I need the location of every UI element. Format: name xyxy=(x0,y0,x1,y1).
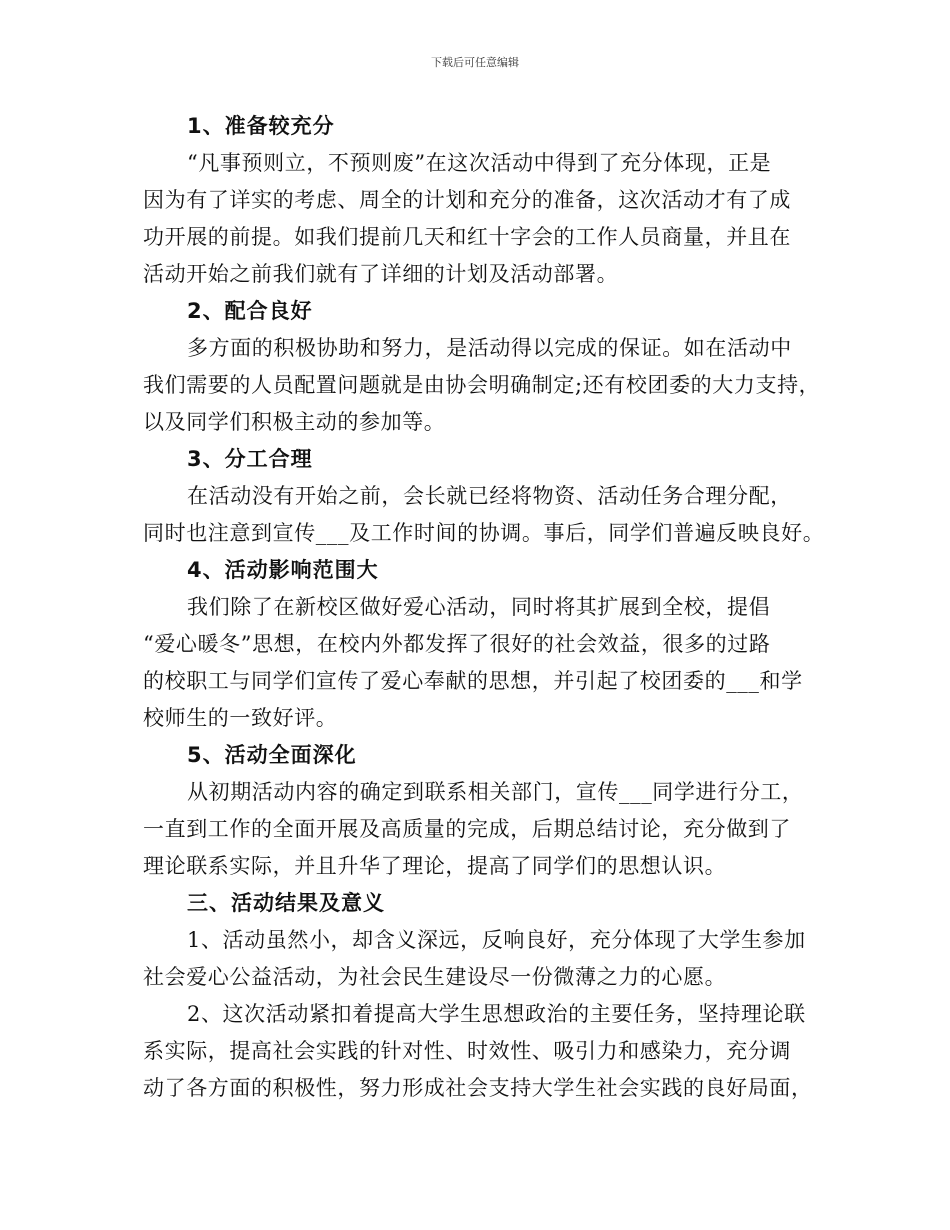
paragraph-line: 一直到工作的全面开展及高质量的完成，后期总结讨论，充分做到了 xyxy=(143,817,791,841)
section-heading-5: 5、活动全面深化 xyxy=(187,743,357,767)
section-heading-3: 3、分工合理 xyxy=(187,447,313,471)
paragraph-line: “爱心暖冬”思想，在校内外都发挥了很好的社会效益，很多的过路 xyxy=(143,632,771,656)
section-heading-4: 4、活动影响范围大 xyxy=(187,558,379,582)
paragraph-line: 2、这次活动紧扣着提高大学生思想政治的主要任务，坚持理论联 xyxy=(187,1002,806,1026)
paragraph-line: 以及同学们积极主动的参加等。 xyxy=(143,410,446,434)
paragraph-line: 1、活动虽然小，却含义深远，反响良好，充分体现了大学生参加 xyxy=(187,928,806,952)
paragraph-line: 社会爱心公益活动，为社会民生建设尽一份微薄之力的心愿。 xyxy=(143,965,727,989)
page-header: 下载后可任意编辑 xyxy=(431,56,519,69)
section-heading-2: 2、配合良好 xyxy=(187,299,313,323)
paragraph-line: 理论联系实际，并且升华了理论，提高了同学们的思想认识。 xyxy=(143,854,727,878)
paragraph-line: 我们需要的人员配置问题就是由协会明确制定;还有校团委的大力支持， xyxy=(143,373,821,397)
paragraph-line: 我们除了在新校区做好爱心活动，同时将其扩展到全校，提倡 xyxy=(187,595,771,619)
paragraph-line: 的校职工与同学们宣传了爱心奉献的思想，并引起了校团委的___和学 xyxy=(143,669,803,693)
paragraph-line: 校师生的一致好评。 xyxy=(143,706,338,730)
paragraph-line: 从初期活动内容的确定到联系相关部门，宣传___同学进行分工， xyxy=(187,780,804,804)
paragraph-line: 功开展的前提。如我们提前几天和红十字会的工作人员商量，并且在 xyxy=(143,225,791,249)
paragraph-line: 活动开始之前我们就有了详细的计划及活动部署。 xyxy=(143,262,619,286)
paragraph-line: 同时也注意到宣传___及工作时间的协调。事后，同学们普遍反映良好。 xyxy=(143,521,825,545)
paragraph-line: 在活动没有开始之前，会长就已经将物资、活动任务合理分配， xyxy=(187,484,792,508)
paragraph-line: “凡事预则立，不预则废”在这次活动中得到了充分体现，正是 xyxy=(187,151,772,175)
paragraph-line: 动了各方面的积极性，努力形成社会支持大学生社会实践的良好局面， xyxy=(143,1076,813,1100)
paragraph-line: 多方面的积极协助和努力，是活动得以完成的保证。如在活动中 xyxy=(187,336,792,360)
paragraph-line: 系实际，提高社会实践的针对性、时效性、吸引力和感染力，充分调 xyxy=(143,1039,791,1063)
section-heading-results: 三、活动结果及意义 xyxy=(187,891,385,915)
paragraph-line: 因为有了详实的考虑、周全的计划和充分的准备，这次活动才有了成 xyxy=(143,188,791,212)
section-heading-1: 1、准备较充分 xyxy=(187,114,335,138)
